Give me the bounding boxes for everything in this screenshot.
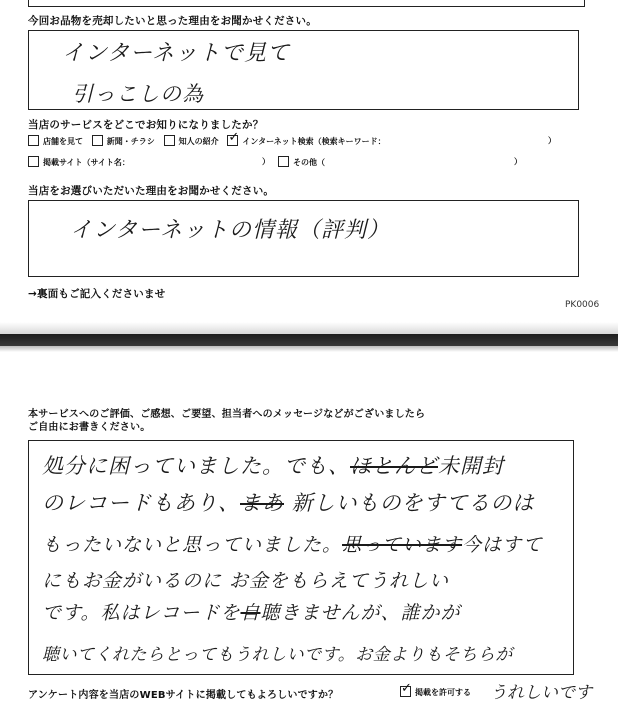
option-internet[interactable]: ✓ インターネット検索（検索キーワード： xyxy=(227,137,385,146)
publish-question: アンケート内容を当店のWEBサイトに掲載してもよろしいですか？ xyxy=(28,690,339,701)
q2-label: 当店のサービスをどこでお知りになりましたか？ xyxy=(28,119,264,131)
publish-hand-note: うれしいです xyxy=(490,683,592,703)
q1-label: 今回お品物を売却したいと思った理由をお聞かせください。 xyxy=(28,15,317,27)
checkbox-other[interactable] xyxy=(278,156,289,167)
page-code: PK0006 xyxy=(565,300,600,310)
checkbox-newspaper[interactable] xyxy=(92,135,103,146)
comment-line4: にもお金がいるのに お金をもらえてうれしい xyxy=(42,570,450,592)
top-frame-line xyxy=(28,0,585,7)
options-row2 xyxy=(28,156,130,168)
checkbox-store[interactable] xyxy=(28,135,39,146)
comment-line1-tail: 未開封 xyxy=(438,454,504,478)
comment-line6: 聴いてくれたらとってもうれしいです。お金よりもそちらが xyxy=(42,645,513,665)
struck-text-4: 自 xyxy=(240,602,261,624)
checkbox-publish[interactable] xyxy=(400,686,411,697)
option-newspaper[interactable]: 新聞・チラシ xyxy=(92,137,155,146)
comment-line2: のレコードもあり、まあ 新しいものをすてるのは xyxy=(42,491,535,515)
q1-answer-line1: インターネットで見て xyxy=(62,41,291,66)
option-other[interactable]: その他（ xyxy=(278,156,325,168)
publish-consent[interactable] xyxy=(400,686,471,698)
checkbox-referral[interactable] xyxy=(164,135,175,146)
option-store[interactable]: 店舗を見て xyxy=(28,137,83,146)
option-referral[interactable]: 知人の紹介 xyxy=(164,137,219,146)
scan-gap-bottom xyxy=(0,346,618,352)
struck-text-3: 思っています xyxy=(342,534,463,556)
q3-answer: インターネットの情報（評判） xyxy=(70,218,391,243)
comment-line5: です。私はレコードを自聴きませんが、誰かが xyxy=(42,602,461,624)
back-note: →裏面もご記入くださいませ xyxy=(28,288,166,300)
checkbox-site[interactable] xyxy=(28,156,39,167)
site-close-paren: ） xyxy=(262,157,270,166)
option-site[interactable]: 掲載サイト（サイト名： xyxy=(28,158,130,167)
other-close-paren: ） xyxy=(514,157,522,166)
comment-line3: もったいないと思っていました。思っています今はすて xyxy=(42,534,543,556)
options-row1 xyxy=(28,135,386,147)
q1-answer-line2: 引っこしの為 xyxy=(72,82,204,106)
q4-label-line1: 本サービスへのご評価、ご感想、ご要望、担当者へのメッセージなどがございましたら xyxy=(28,409,426,420)
scan-dark-band xyxy=(0,334,618,346)
struck-text-2: まあ xyxy=(240,491,284,515)
struck-text-1: ほとんど xyxy=(350,454,438,478)
q3-label: 当店をお選びいただいた理由をお聞かせください。 xyxy=(28,185,275,197)
row1-close-paren: ） xyxy=(548,136,556,145)
checkbox-internet[interactable] xyxy=(227,135,238,146)
comment-line1: 処分に困っていました。でも、ほとんど未開封 xyxy=(42,454,504,478)
publish-checkbox-label: 掲載を許可する xyxy=(415,688,471,697)
q4-label-line2: ご自由にお書きください。 xyxy=(28,422,151,433)
scan-gap-top xyxy=(0,322,618,334)
